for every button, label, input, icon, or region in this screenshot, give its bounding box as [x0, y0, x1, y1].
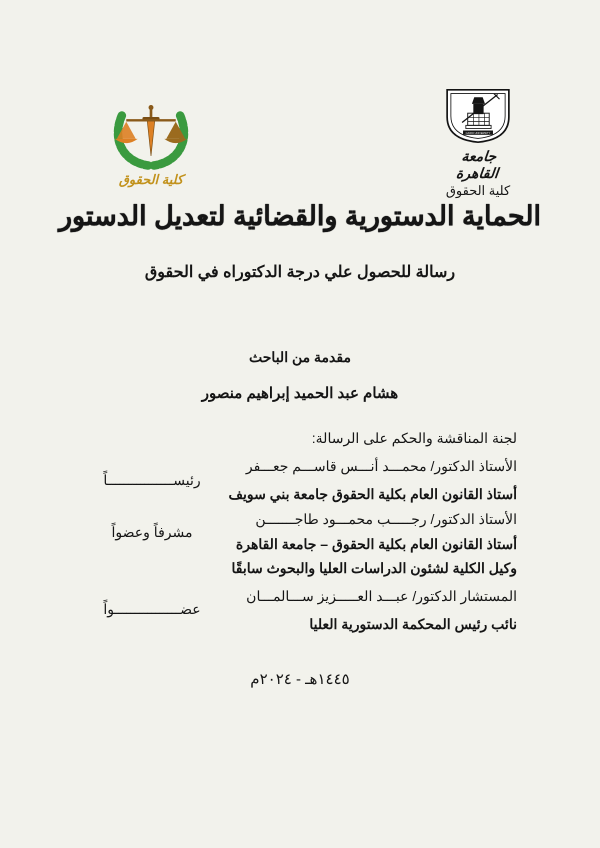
researcher-name: هشام عبد الحميد إبراهيم منصور: [201, 385, 399, 402]
faculty-name-text: كلية الحقوق: [445, 183, 511, 198]
university-name-calligraphy: جامعة القاهرة: [455, 148, 499, 181]
faculty-logo-caption: كلية الحقوق: [118, 172, 184, 187]
committee-member-name: الأستاذ الدكتور/ محمـــد أنـــس قاســـم جعـــفر: [245, 458, 517, 474]
committee-member-role: مشرفاً وعضواً: [111, 524, 193, 540]
thesis-subtitle: رسالة للحصول علي درجة الدكتوراه في الحقوق: [144, 264, 456, 281]
committee-member-name: الأستاذ الدكتور/ رجـــــب محمـــود طاجـــــــن: [255, 511, 517, 527]
committee-heading: لجنة المناقشة والحكم على الرسالة:: [311, 430, 517, 446]
publication-date: ١٤٤٥هـ - ٢٠٢٤م: [250, 671, 350, 688]
cairo-university-shield-icon: [441, 87, 515, 145]
cairo-university-logo: [438, 87, 518, 199]
committee-member-role: رئيســــــــــــــــاً: [103, 472, 201, 488]
committee-member-title: أستاذ القانون العام بكلية الحقوق جامعة بني سويف: [228, 486, 517, 502]
university-band-text: CAIRO UNIVERSITY: [465, 131, 491, 135]
committee-member-role: عضــــــــــــــــواً: [103, 601, 201, 617]
committee-member-name: المستشار الدكتور/ عبـــد العـــــزيز ســـالمـــان: [246, 588, 517, 604]
faculty-of-law-logo: [101, 97, 201, 188]
presented-by-label: مقدمة من الباحث: [249, 349, 351, 365]
committee-member-title: وكيل الكلية لشئون الدراسات العليا والبحوث سابقًا: [231, 560, 517, 576]
scales-of-justice-wreath-icon: [103, 97, 199, 175]
thesis-title: الحماية الدستورية والقضائية لتعديل الدستور: [58, 201, 542, 231]
committee-member-title: نائب رئيس المحكمة الدستورية العليا: [309, 616, 517, 632]
committee-member-title: أستاذ القانون العام بكلية الحقوق – جامعة القاهرة: [235, 536, 517, 552]
